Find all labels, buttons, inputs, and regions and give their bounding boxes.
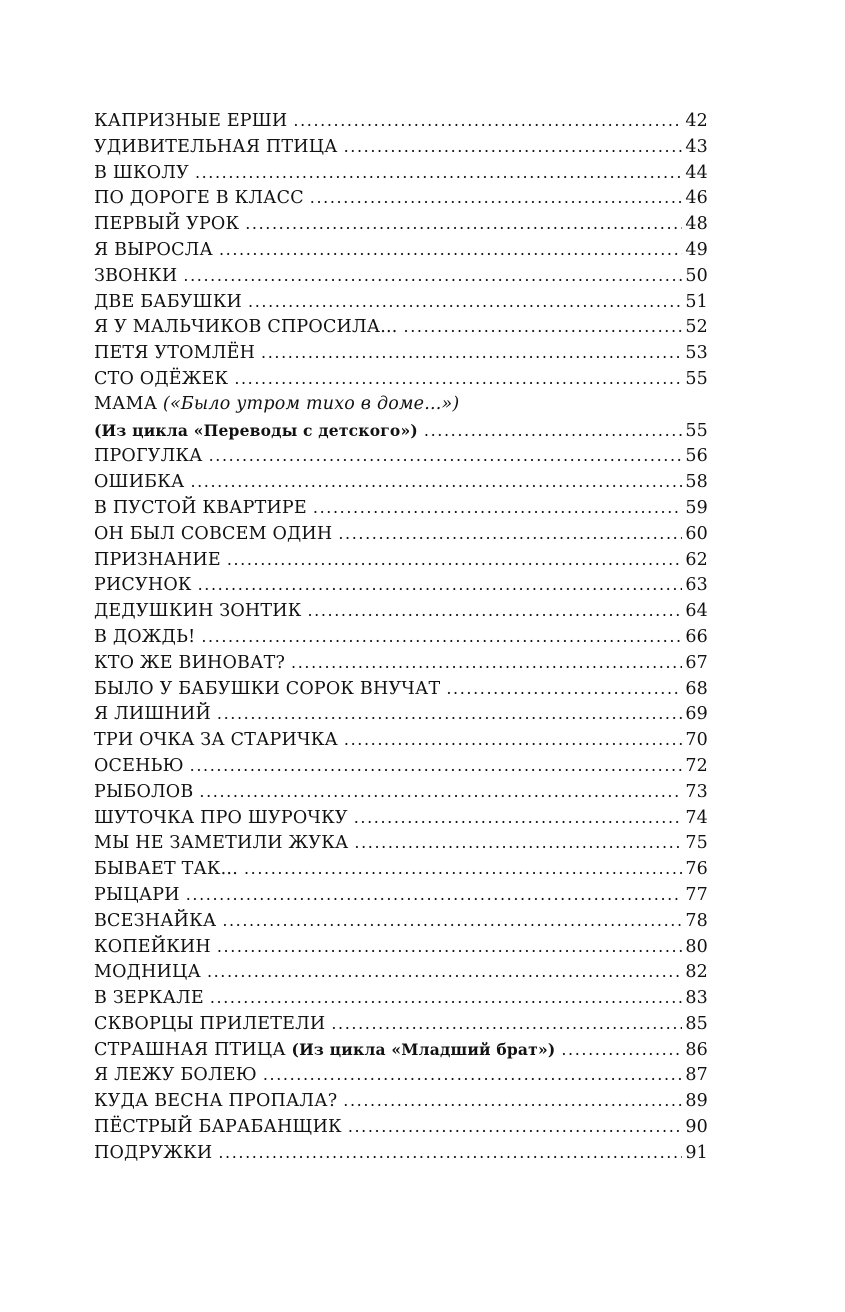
page-number: 90 [685,1117,708,1138]
entry-title: В ДОЖДЬ! [94,626,196,647]
entry-title: В ПУСТОЙ КВАРТИРЕ [94,497,307,518]
dot-leader [227,547,682,573]
page-number: 60 [685,523,708,544]
page-number: 68 [685,678,708,699]
page-number: 78 [685,910,708,931]
entry-title: В ШКОЛУ [94,162,189,183]
toc-entry [94,134,708,160]
dot-leader [222,908,682,934]
toc-entry [94,443,708,469]
dot-leader [217,701,682,727]
toc-entry [94,830,708,856]
page-number: 85 [685,1013,708,1034]
entry-title: ПОДРУЖКИ [94,1142,213,1163]
dot-leader [424,418,682,444]
page-number: 46 [685,188,708,209]
page-number: 70 [685,730,708,751]
page-number: 55 [685,420,708,441]
toc-entry [94,753,708,779]
toc-entry [94,1088,708,1114]
toc-entry [94,495,708,521]
dot-leader [446,676,682,702]
toc-entry [94,108,708,134]
toc-entry [94,1037,708,1063]
entry-title: Я ЛИШНИЙ [94,704,211,725]
page-number: 48 [685,214,708,235]
table-of-contents [94,108,708,1166]
dot-leader [248,289,682,315]
page-number: 91 [685,1142,708,1163]
page-number: 76 [685,859,708,880]
toc-entry [94,1140,708,1166]
toc-entry [94,779,708,805]
page-number: 82 [685,962,708,983]
entry-title: ЗВОНКИ [94,265,178,286]
page-number: 83 [685,988,708,1009]
entry-title: БЫВАЕТ ТАК... [94,859,238,880]
dot-leader [354,805,682,831]
entry-title: СТРАШНАЯ ПТИЦА [94,1039,286,1060]
page-number: 86 [685,1039,708,1060]
dot-leader [195,160,682,186]
entry-title: ОСЕНЬЮ [94,755,184,776]
entry-title: ВСЕЗНАЙКА [94,910,217,931]
toc-entry [94,263,708,289]
toc-entry [94,908,708,934]
dot-leader [217,934,682,960]
page-number: 62 [685,549,708,570]
toc-entry [94,676,708,702]
dot-leader [263,1062,682,1088]
entry-title: ПЕТЯ УТОМЛЁН [94,343,256,364]
page-number: 44 [685,162,708,183]
page-number: 89 [685,1091,708,1112]
dot-leader [307,598,682,624]
entry-subtitle: (Из цикла «Младший брат») [291,1039,556,1059]
dot-leader [354,830,682,856]
dot-leader [261,340,682,366]
toc-entry [94,340,708,366]
toc-entry [94,366,708,392]
toc-entry [94,185,708,211]
dot-leader [291,650,682,676]
toc-entry [94,882,708,908]
dot-leader [201,624,682,650]
page-number: 77 [685,884,708,905]
toc-entry [94,727,708,753]
dot-leader [219,237,682,263]
page-number: 51 [685,291,708,312]
dot-leader [190,469,682,495]
entry-title: МОДНИЦА [94,962,201,983]
toc-entry [94,1114,708,1140]
toc-entry [94,521,708,547]
entry-title: Я ЛЕЖУ БОЛЕЮ [94,1065,257,1086]
page-number: 73 [685,781,708,802]
entry-title: КАПРИЗНЫЕ ЕРШИ [94,111,288,131]
page-number: 69 [685,704,708,725]
dot-leader [561,1037,682,1063]
toc-entry [94,1011,708,1037]
dot-leader [186,882,682,908]
page-number: 50 [685,265,708,286]
dot-leader [404,314,682,340]
toc-entry [94,1062,708,1088]
entry-title: РЫБОЛОВ [94,781,194,802]
toc-entry [94,856,708,882]
dot-leader [331,1011,682,1037]
toc-entry [94,934,708,960]
toc-entry [94,701,708,727]
dot-leader [234,366,682,392]
dot-leader [338,521,682,547]
dot-leader [344,134,682,160]
entry-title: СТО ОДЁЖЕК [94,368,229,389]
entry-title: РЫЦАРИ [94,884,180,905]
entry-title: БЫЛО У БАБУШКИ СОРОК ВНУЧАТ [94,678,441,699]
dot-leader [343,1088,682,1114]
dot-leader [245,211,682,237]
entry-title: ПЁСТРЫЙ БАРАБАНЩИК [94,1117,342,1138]
page-number: 42 [685,111,708,131]
entry-title: ТРИ ОЧКА ЗА СТАРИЧКА [94,730,338,751]
entry-title: ДЕДУШКИН ЗОНТИК [94,601,302,622]
dot-leader [207,959,682,985]
dot-leader [199,779,682,805]
entry-title: ОШИБКА [94,472,185,493]
entry-title: КТО ЖЕ ВИНОВАТ? [94,652,286,673]
page-number: 56 [685,446,708,467]
dot-leader [344,727,682,753]
page-number: 43 [685,136,708,157]
page-number: 59 [685,497,708,518]
toc-entry [94,959,708,985]
entry-title: ОН БЫЛ СОВСЕМ ОДИН [94,523,333,544]
entry-title: РИСУНОК [94,575,192,596]
toc-entry [94,211,708,237]
dot-leader [190,753,682,779]
dot-leader [183,263,682,289]
page-number: 75 [685,833,708,854]
toc-entry [94,289,708,315]
entry-title: Я У МАЛЬЧИКОВ СПРОСИЛА... [94,317,398,338]
entry-title: МАМА [94,393,158,414]
page-number: 67 [685,652,708,673]
page-number: 49 [685,239,708,260]
toc-entry [94,392,708,418]
dot-leader [348,1114,682,1140]
page-number: 80 [685,936,708,957]
toc-entry [94,469,708,495]
dot-leader [310,185,682,211]
page-number: 63 [685,575,708,596]
entry-title: ПРОГУЛКА [94,446,203,467]
page-number: 52 [685,317,708,338]
entry-title: СКВОРЦЫ ПРИЛЕТЕЛИ [94,1013,326,1034]
dot-leader [244,856,682,882]
dot-leader [198,572,682,598]
toc-entry [94,237,708,263]
dot-leader [210,985,682,1011]
page-number: 66 [685,626,708,647]
entry-title: Я ВЫРОСЛА [94,239,213,260]
toc-entry [94,547,708,573]
entry-title: КОПЕЙКИН [94,936,211,957]
dot-leader [209,443,682,469]
toc-entry [94,650,708,676]
page-number: 74 [685,807,708,828]
entry-title: ШУТОЧКА ПРО ШУРОЧКУ [94,807,348,828]
dot-leader [293,108,682,134]
entry-title: ПРИЗНАНИЕ [94,549,221,570]
entry-subtitle: («Было утром тихо в доме...») [162,393,460,414]
toc-entry [94,985,708,1011]
entry-title: ДВЕ БАБУШКИ [94,291,243,312]
toc-entry [94,418,708,444]
page-number: 58 [685,472,708,493]
entry-title: ПО ДОРОГЕ В КЛАСС [94,188,304,209]
entry-title: В ЗЕРКАЛЕ [94,988,204,1009]
page-number: 87 [685,1065,708,1086]
page-number: 55 [685,368,708,389]
page-number: 72 [685,755,708,776]
entry-title: (Из цикла «Переводы с детского») [94,420,418,440]
toc-entry [94,160,708,186]
entry-title: ПЕРВЫЙ УРОК [94,214,240,235]
entry-title: УДИВИТЕЛЬНАЯ ПТИЦА [94,136,338,157]
toc-entry [94,572,708,598]
toc-entry [94,805,708,831]
entry-title: КУДА ВЕСНА ПРОПАЛА? [94,1091,338,1112]
toc-entry [94,314,708,340]
toc-entry [94,598,708,624]
entry-title: МЫ НЕ ЗАМЕТИЛИ ЖУКА [94,833,349,854]
dot-leader [313,495,682,521]
page-number: 64 [685,601,708,622]
page-number: 53 [685,343,708,364]
toc-entry [94,624,708,650]
dot-leader [218,1140,682,1166]
